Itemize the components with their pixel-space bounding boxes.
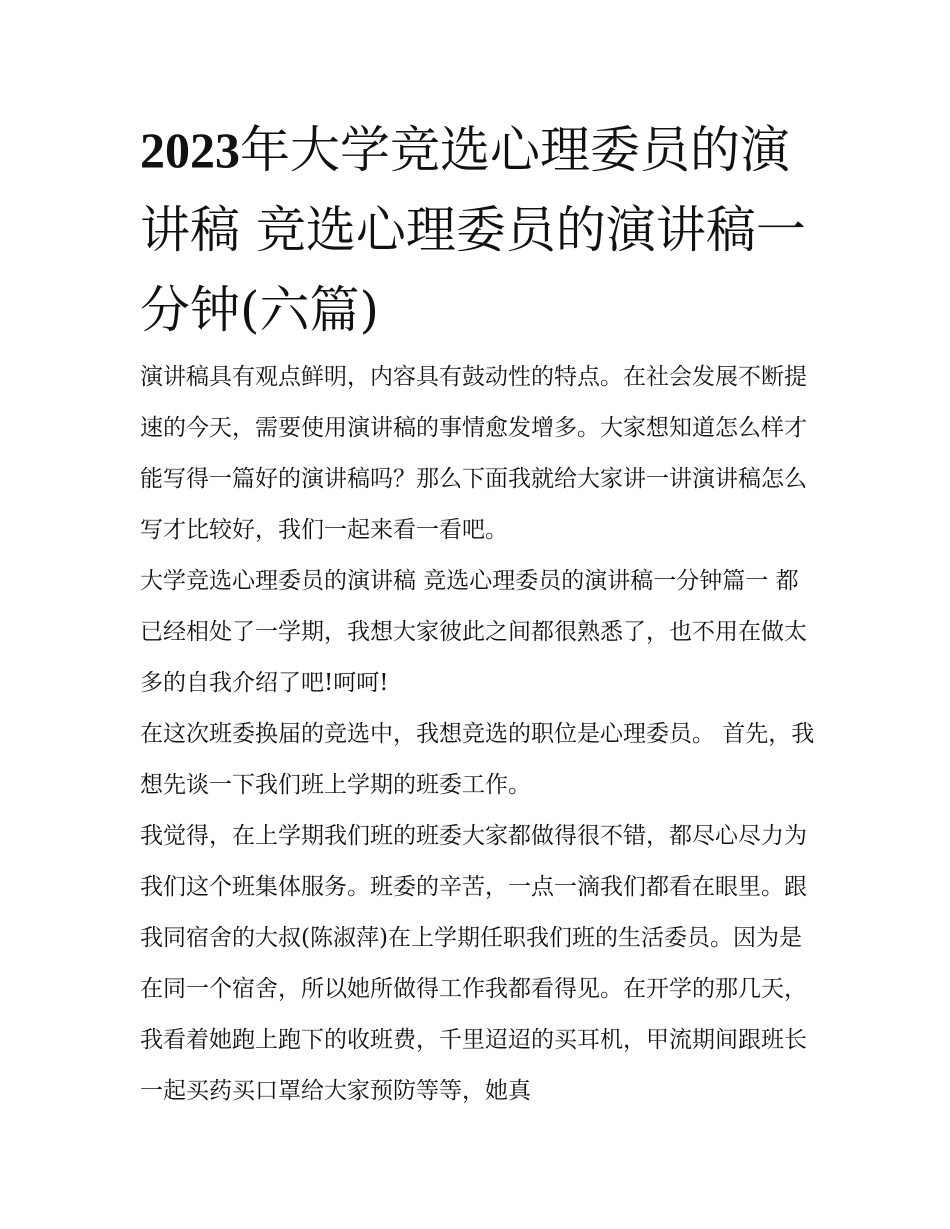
title-text: 年大学竞选心理委员的演讲稿 竞选心理委员的演讲稿一分钟(六篇) [140, 121, 806, 339]
paragraph-position: 在这次班委换届的竞选中，我想竞选的职位是心理委员。 首先，我想先谈一下我们班上学期的班委工作。 [140, 721, 815, 798]
document-body [140, 352, 820, 1117]
title-year: 2023 [140, 122, 240, 178]
paragraph-section-one: 大学竞选心理委员的演讲稿 竞选心理委员的演讲稿一分钟篇一 都已经相处了一学期，我想大家彼此之间都很熟悉了，也不用在做太多的自我介绍了吧!呵呵! [140, 568, 807, 696]
paragraph-intro: 演讲稿具有观点鲜明，内容具有鼓动性的特点。在社会发展不断提速的今天，需要使用演讲稿的事情愈发增多。大家想知道怎么样才能写得一篇好的演讲稿吗？那么下面我就给大家讲一讲演讲稿怎么写才比较好，我们一起来看一看吧。 [140, 364, 807, 543]
paragraph-committee-work: 我觉得，在上学期我们班的班委大家都做得很不错，都尽心尽力为我们这个班集体服务。班委的辛苦，一点一滴我们都看在眼里。跟我同宿舍的大叔(陈淑萍)在上学期任职我们班的生活委员。因为是在同一个宿舍，所以她所做得工作我都看得见。在开学的那几天，我看着她跑上跑下的收班费，千里迢迢的买耳机，甲流期间跟班长一起买药买口罩给大家预防等等，她真 [140, 823, 807, 1104]
document-title [140, 110, 820, 350]
